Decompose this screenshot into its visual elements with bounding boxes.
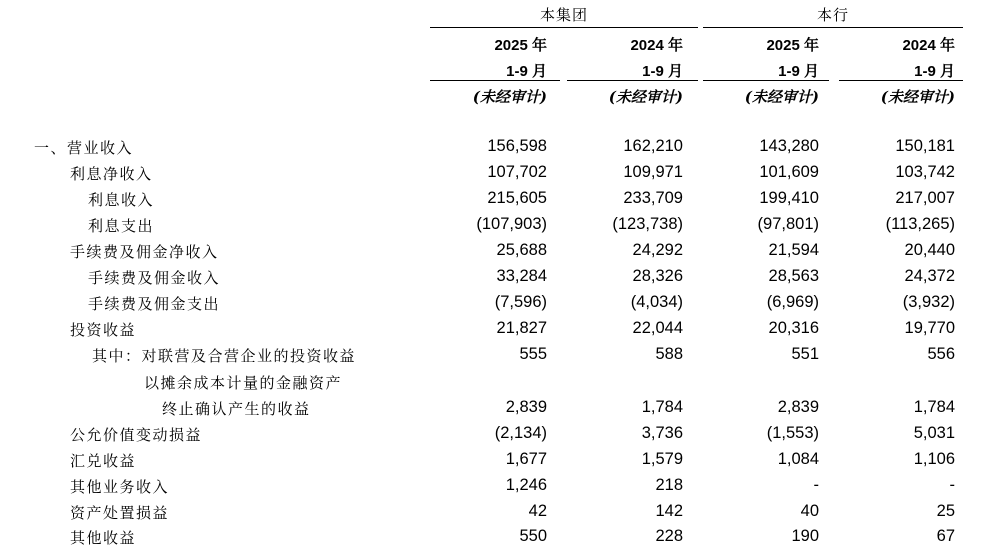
col3-rule	[703, 80, 829, 81]
cell: 1,084	[777, 450, 819, 468]
row-label: 公允价值变动损益	[70, 426, 203, 444]
col2-period: 1-9 月	[642, 63, 683, 80]
cell: 1,677	[505, 450, 547, 468]
table-row	[0, 450, 1006, 474]
cell: 228	[655, 527, 683, 545]
row-label: 手续费及佣金支出	[88, 295, 221, 313]
row-label: 资产处置损益	[70, 504, 170, 522]
row-label: 利息支出	[88, 217, 155, 235]
cell: (113,265)	[885, 215, 955, 233]
cell: -	[813, 476, 819, 494]
col4-period: 1-9 月	[914, 63, 955, 80]
cell: 20,316	[768, 319, 819, 337]
cell: 215,605	[487, 189, 547, 207]
cell: 20,440	[904, 241, 955, 259]
cell: 21,827	[496, 319, 547, 337]
cell: 556	[927, 345, 955, 363]
cell: 551	[791, 345, 819, 363]
cell: 3,736	[641, 424, 683, 442]
cell: 199,410	[759, 189, 819, 207]
cell: 588	[655, 345, 683, 363]
cell: 162,210	[623, 137, 683, 155]
cell: (4,034)	[630, 293, 683, 311]
col1-year: 2025 年	[494, 37, 547, 54]
cell: 156,598	[487, 137, 547, 155]
col3-year: 2025 年	[766, 37, 819, 54]
cell: 33,284	[496, 267, 547, 285]
table-row	[0, 163, 1006, 187]
cell: 233,709	[623, 189, 683, 207]
cell: (2,134)	[494, 424, 547, 442]
col1-rule	[430, 80, 560, 81]
table-row	[0, 527, 1006, 551]
row-label: 利息净收入	[70, 165, 153, 183]
cell: 101,609	[759, 163, 819, 181]
col2-rule	[567, 80, 698, 81]
cell: 67	[936, 527, 955, 545]
cell: 1,784	[641, 398, 683, 416]
table-row	[0, 241, 1006, 265]
table-row	[0, 267, 1006, 291]
table-row	[0, 137, 1006, 161]
cell: 24,372	[904, 267, 955, 285]
cell: 142	[655, 502, 683, 520]
table-row	[0, 372, 1006, 396]
cell: 1,579	[641, 450, 683, 468]
bank-header: 本行	[816, 6, 849, 24]
cell: 19,770	[904, 319, 955, 337]
col3-unaudited: (未经审计)	[744, 88, 819, 106]
col2-unaudited: (未经审计)	[608, 88, 683, 106]
row-label: 其他业务收入	[70, 478, 170, 496]
cell: 1,784	[913, 398, 955, 416]
cell: 218	[655, 476, 683, 494]
cell: 2,839	[777, 398, 819, 416]
cell: 109,971	[623, 163, 683, 181]
bank-header-rule	[703, 27, 963, 28]
cell: 550	[519, 527, 547, 545]
cell: 25	[936, 502, 955, 520]
cell: 190	[791, 527, 819, 545]
cell: 1,106	[913, 450, 955, 468]
cell: (97,801)	[757, 215, 819, 233]
group-header: 本集团	[539, 6, 588, 24]
col4-rule	[839, 80, 963, 81]
group-header-rule	[430, 27, 698, 28]
cell: 2,839	[505, 398, 547, 416]
col1-unaudited: (未经审计)	[472, 88, 547, 106]
row-label: 手续费及佣金收入	[88, 269, 221, 287]
col4-unaudited: (未经审计)	[880, 88, 955, 106]
cell: 21,594	[768, 241, 819, 259]
cell: 143,280	[759, 137, 819, 155]
cell: 24,292	[632, 241, 683, 259]
row-label: 以摊余成本计量的金融资产	[144, 374, 343, 392]
table-row	[0, 424, 1006, 448]
table-row	[0, 189, 1006, 213]
cell: -	[949, 476, 955, 494]
cell: 1,246	[505, 476, 547, 494]
row-label: 投资收益	[70, 321, 137, 339]
cell: (7,596)	[494, 293, 547, 311]
cell: 555	[519, 345, 547, 363]
col4-year: 2024 年	[902, 37, 955, 54]
col1-period: 1-9 月	[506, 63, 547, 80]
cell: 107,702	[487, 163, 547, 181]
table-row	[0, 293, 1006, 317]
cell: 150,181	[895, 137, 955, 155]
cell: (6,969)	[766, 293, 819, 311]
cell: 40	[800, 502, 819, 520]
cell: (107,903)	[476, 215, 547, 233]
cell: 28,563	[768, 267, 819, 285]
table-row	[0, 502, 1006, 526]
row-label: 一、营业收入	[34, 139, 134, 157]
row-label: 其中：对联营及合营企业的投资收益	[92, 347, 357, 365]
table-row	[0, 319, 1006, 343]
table-row	[0, 345, 1006, 369]
cell: 28,326	[632, 267, 683, 285]
row-label: 手续费及佣金净收入	[70, 243, 219, 261]
cell: 22,044	[632, 319, 683, 337]
table-row	[0, 398, 1006, 422]
table-row	[0, 215, 1006, 239]
row-label: 其他收益	[70, 529, 137, 547]
col2-year: 2024 年	[630, 37, 683, 54]
table-row	[0, 476, 1006, 500]
cell: 25,688	[496, 241, 547, 259]
cell: 42	[528, 502, 547, 520]
cell: 5,031	[913, 424, 955, 442]
cell: (1,553)	[766, 424, 819, 442]
row-label: 终止确认产生的收益	[162, 400, 311, 418]
cell: 217,007	[895, 189, 955, 207]
cell: (123,738)	[612, 215, 683, 233]
col3-period: 1-9 月	[778, 63, 819, 80]
row-label: 利息收入	[88, 191, 155, 209]
cell: (3,932)	[902, 293, 955, 311]
cell: 103,742	[895, 163, 955, 181]
row-label: 汇兑收益	[70, 452, 137, 470]
